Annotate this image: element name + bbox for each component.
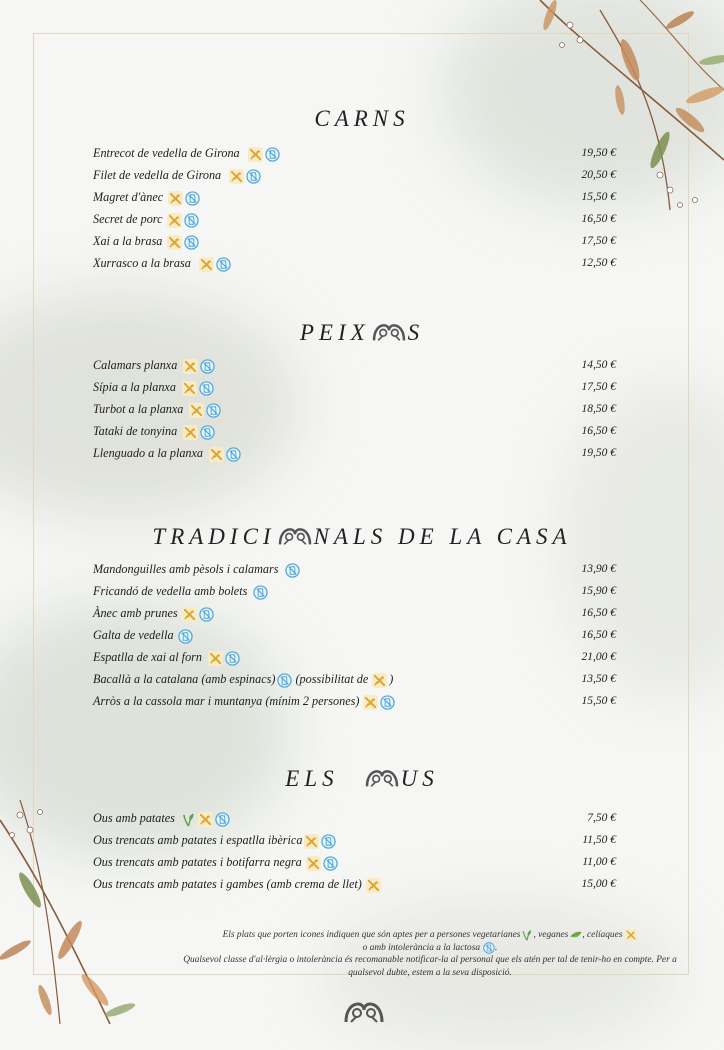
legend-text: , veganes	[533, 930, 569, 941]
logo-icon	[278, 526, 312, 546]
dish-name: Entrecot de vedella de Girona	[93, 146, 240, 160]
menu-item	[93, 669, 616, 689]
lactose-free-icon	[253, 585, 268, 600]
dish-price: 19,50 €	[581, 147, 616, 159]
menu-item	[93, 625, 616, 645]
dish-name: Ous trencats amb patates i botifarra negra	[93, 855, 302, 869]
vegetarian-icon	[181, 812, 196, 827]
section-title-carns: CARNS	[314, 106, 410, 131]
dish-name: Espatlla de xai al forn	[93, 650, 203, 664]
dish-price: 18,50 €	[581, 403, 616, 415]
dish-price: 11,00 €	[582, 856, 616, 868]
dish-note: (possibilitat de	[295, 672, 369, 686]
menu-item	[93, 581, 616, 601]
dish-name: Turbot a la planxa	[93, 402, 184, 416]
dish-name-row	[93, 377, 214, 397]
section-title-part: TRADICI	[152, 524, 276, 549]
menu-item	[93, 377, 616, 397]
section-title-tradicionals	[0, 524, 724, 550]
dish-name: Calamars planxa	[93, 358, 178, 372]
dish-name-row	[93, 421, 215, 441]
menu-item	[93, 421, 616, 441]
menu-item	[93, 874, 616, 894]
gluten-free-icon	[167, 213, 182, 228]
gluten-free-icon	[304, 834, 319, 849]
dish-name-row	[93, 231, 199, 251]
gluten-free-icon	[248, 147, 263, 162]
gluten-free-icon	[229, 169, 244, 184]
dish-name: Galta de vedella	[93, 628, 174, 642]
lactose-free-icon	[178, 629, 193, 644]
menu-item	[93, 808, 616, 828]
menu-item	[93, 830, 616, 850]
dish-name-row	[93, 669, 393, 689]
logo-icon	[365, 768, 399, 788]
dish-name: Xai a la brasa	[93, 234, 163, 248]
legend-text: Els plats que porten icones indiquen que són aptes per a persones vegetarianes	[222, 930, 521, 941]
gluten-free-icon	[625, 929, 637, 941]
dish-price: 16,50 €	[581, 629, 616, 641]
dish-price: 13,90 €	[581, 563, 616, 575]
menu-item	[93, 399, 616, 419]
lactose-free-icon	[285, 563, 300, 578]
lactose-free-icon	[199, 381, 214, 396]
dish-price: 12,50 €	[581, 257, 616, 269]
menu-item	[93, 143, 616, 163]
dish-name-row	[93, 209, 199, 229]
dish-price: 21,00 €	[581, 651, 616, 663]
lactose-free-icon	[200, 359, 215, 374]
lactose-free-icon	[206, 403, 221, 418]
lactose-free-icon	[265, 147, 280, 162]
lactose-free-icon	[184, 213, 199, 228]
logo-icon	[344, 1000, 384, 1024]
dish-name-row	[93, 808, 230, 828]
section-title-peixos	[0, 320, 724, 346]
lactose-free-icon	[199, 607, 214, 622]
menu-item	[93, 647, 616, 667]
dish-price: 20,50 €	[581, 169, 616, 181]
lactose-free-icon	[380, 695, 395, 710]
dish-name-row	[93, 399, 221, 419]
logo-icon	[372, 322, 406, 342]
gluten-free-icon	[363, 695, 378, 710]
lactose-free-icon	[225, 651, 240, 666]
dish-price: 15,50 €	[581, 191, 616, 203]
dish-name-row	[93, 187, 200, 207]
legend-text: .	[495, 942, 498, 953]
gluten-free-icon	[306, 856, 321, 871]
gluten-free-icon	[182, 381, 197, 396]
gluten-free-icon	[182, 607, 197, 622]
menu-item	[93, 603, 616, 623]
gluten-free-icon	[183, 359, 198, 374]
dish-name-row	[93, 691, 395, 711]
gluten-free-icon	[209, 447, 224, 462]
dish-name: Tataki de tonyina	[93, 424, 178, 438]
dish-name: Sípia a la planxa	[93, 380, 176, 394]
dish-name-row	[93, 874, 381, 894]
dish-name-row	[93, 647, 240, 667]
dish-name-row	[93, 355, 215, 375]
dish-name: Mandonguilles amb pèsols i calamars	[93, 562, 279, 576]
vegetarian-icon	[521, 929, 533, 941]
dish-name-row	[93, 443, 241, 463]
dish-price: 15,00 €	[581, 878, 616, 890]
legend-text: o amb intolerància a la lactosa	[362, 942, 481, 953]
lactose-free-icon	[185, 191, 200, 206]
dish-name: Filet de vedella de Girona	[93, 168, 222, 182]
section-title-part: ELS	[285, 766, 339, 791]
dish-name-row	[93, 253, 231, 273]
gluten-free-icon	[372, 673, 387, 688]
section-title-part: US	[400, 766, 439, 791]
lactose-free-icon	[184, 235, 199, 250]
dish-name-row	[93, 165, 261, 185]
dish-name: Ous amb patates	[93, 811, 175, 825]
gluten-free-icon	[199, 257, 214, 272]
dish-name-row	[93, 143, 280, 163]
lactose-free-icon	[215, 812, 230, 827]
lactose-free-icon	[483, 942, 498, 954]
gluten-free-icon	[208, 651, 223, 666]
lactose-free-icon	[321, 834, 336, 849]
section-title-ous	[0, 766, 724, 792]
dish-price: 7,50 €	[587, 812, 616, 824]
dish-price: 19,50 €	[581, 447, 616, 459]
dish-price: 16,50 €	[581, 425, 616, 437]
dish-price: 13,50 €	[581, 673, 616, 685]
dish-price: 17,50 €	[581, 381, 616, 393]
dish-name-row	[93, 625, 193, 645]
legend-line	[170, 929, 690, 942]
gluten-free-icon	[366, 878, 381, 893]
legend-text: , celíaques	[582, 930, 623, 941]
dish-name: Ous trencats amb patates i gambes (amb crema de llet)	[93, 877, 362, 891]
gluten-free-icon	[189, 403, 204, 418]
allergy-notice: Qualsevol classe d'al·lèrgia o intolerància és recomanable notificar-la al personal que els atén per tal de tenir-ho en compte. Per a qualsevol dubte, estem a la seva disposició.	[183, 955, 677, 978]
dish-price: 15,50 €	[581, 695, 616, 707]
vegan-icon	[570, 929, 582, 941]
dish-name: Fricandó de vedella amb bolets	[93, 584, 248, 598]
menu-item	[93, 253, 616, 273]
dish-name: Llenguado a la planxa	[93, 446, 204, 460]
menu-item	[93, 443, 616, 463]
dish-name: Ànec amb prunes	[93, 606, 178, 620]
dish-price: 17,50 €	[581, 235, 616, 247]
legend-line	[170, 942, 690, 955]
menu-item	[93, 559, 616, 579]
section-title-part: S	[407, 320, 425, 345]
menu-item	[93, 165, 616, 185]
lactose-free-icon	[216, 257, 231, 272]
menu-item	[93, 187, 616, 207]
lactose-free-icon	[277, 673, 292, 688]
dish-name-row	[93, 852, 338, 872]
dish-price: 15,90 €	[581, 585, 616, 597]
lactose-free-icon	[246, 169, 261, 184]
dish-name-row	[93, 559, 300, 579]
dish-name-row	[93, 603, 214, 623]
menu-item	[93, 231, 616, 251]
dish-name: Secret de porc	[93, 212, 163, 226]
menu-item	[93, 852, 616, 872]
lactose-free-icon	[226, 447, 241, 462]
dish-name: Xurrasco a la brasa	[93, 256, 191, 270]
dish-name-row	[93, 830, 336, 850]
lactose-free-icon	[200, 425, 215, 440]
dish-price: 11,50 €	[582, 834, 616, 846]
section-title-part: PEIX	[299, 320, 370, 345]
dish-name: Bacallà a la catalana (amb espinacs)	[93, 672, 276, 686]
dish-name: Magret d'ànec	[93, 190, 164, 204]
menu-item	[93, 209, 616, 229]
dish-price: 16,50 €	[581, 607, 616, 619]
gluten-free-icon	[168, 191, 183, 206]
gluten-free-icon	[167, 235, 182, 250]
gluten-free-icon	[198, 812, 213, 827]
section-title-part: NALS DE LA CASA	[313, 524, 572, 549]
menu-item	[93, 355, 616, 375]
menu-item	[93, 691, 616, 711]
allergen-legend	[170, 929, 690, 979]
dish-name: Arròs a la cassola mar i muntanya (mínim 2 persones)	[93, 694, 360, 708]
dish-note-close: )	[389, 672, 394, 686]
dish-price: 16,50 €	[581, 213, 616, 225]
dish-name-row	[93, 581, 268, 601]
gluten-free-icon	[183, 425, 198, 440]
lactose-free-icon	[323, 856, 338, 871]
dish-name: Ous trencats amb patates i espatlla ibèrica	[93, 833, 303, 847]
dish-price: 14,50 €	[581, 359, 616, 371]
